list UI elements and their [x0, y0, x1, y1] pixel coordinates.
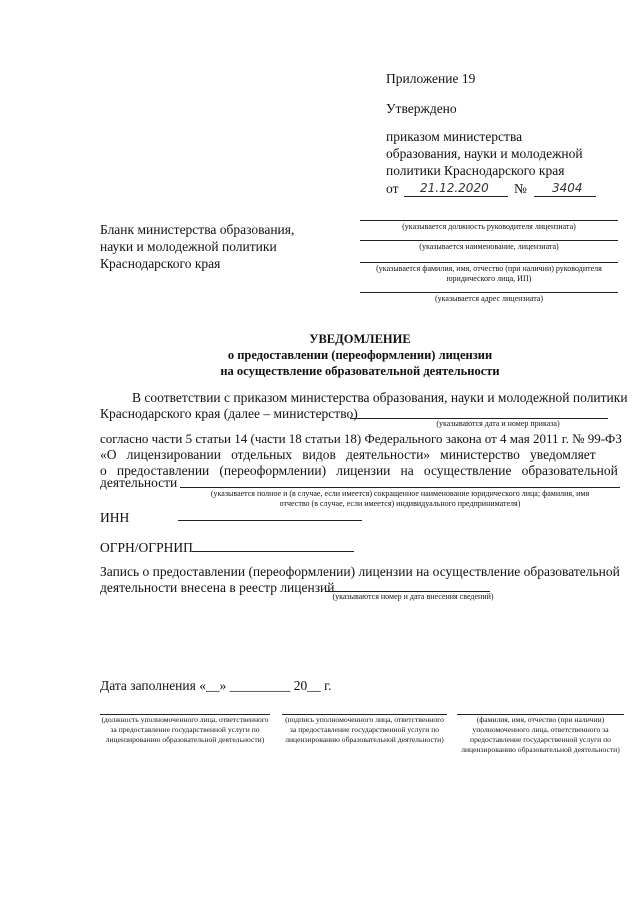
- title-line: на осуществление образовательной деятельности: [220, 364, 500, 378]
- order-line: приказом министерства: [386, 129, 523, 144]
- order-fill-hint: (указываются дата и номер приказа): [436, 419, 560, 428]
- inn-label: ИНН: [100, 510, 130, 525]
- handwritten-number: 3404: [552, 181, 583, 195]
- recipient-address-line: [360, 292, 618, 293]
- ot-label: от: [386, 181, 399, 196]
- handwritten-date: 21.12.2020: [420, 181, 489, 195]
- signature-fullname-hint: (фамилия, имя, отчество (при наличии) уполномоченного лица, ответственного за предоставление государственной услуги по лицензированию образовательной деятельности): [461, 715, 620, 754]
- order-line: образования, науки и молодежной: [386, 146, 583, 161]
- licensee-fill-hint: [180, 489, 620, 509]
- registry-line-1: Запись о предоставлении (переоформлении) лицензии на осуществление образовательной: [100, 564, 620, 579]
- ogrn-label: ОГРН/ОГРНИП: [100, 540, 193, 555]
- order-line: политики Краснодарского края: [386, 163, 565, 178]
- licensee-fill-line: [180, 487, 620, 488]
- title-line: о предоставлении (переоформлении) лицензии: [227, 348, 493, 362]
- document-title: [100, 331, 620, 379]
- body-line-3: согласно части 5 статьи 14 (части 18 статьи 18) Федерального закона от 4 мая 2011 г. № 99-ФЗ: [100, 431, 622, 446]
- recipient-name-hint: (указывается наименование, лицензиата): [419, 242, 559, 251]
- registry-line-2: деятельности внесена в реестр лицензий: [100, 580, 335, 595]
- blank-line: Бланк министерства образования,: [100, 222, 295, 237]
- hint-line: юридического лица, ИП): [446, 274, 532, 283]
- appendix-number: Приложение 19: [386, 71, 476, 86]
- signature-signature-hint: (подпись уполномоченного лица, ответственного за предоставление государственной услуги по лицензированию образовательной деятельности): [285, 715, 444, 744]
- ogrn-fill-line: [192, 551, 354, 552]
- inn-fill-line: [178, 520, 362, 521]
- body-line-4: «О лицензировании отдельных видов деятельности» министерство уведомляет: [100, 447, 596, 462]
- recipient-name-line: [360, 240, 618, 241]
- recipient-head-hint: [360, 264, 618, 284]
- approved-label: Утверждено: [386, 101, 457, 116]
- hint-line: (указывается полное и (в случае, если имеется) сокращенное наименование юридического лица; фамилия, имя: [210, 489, 590, 498]
- body-line-6: деятельности: [100, 475, 178, 490]
- body-line-5: о предоставлении (переоформлении) лицензии на осуществление образовательной: [100, 463, 618, 478]
- hint-line: (указывается фамилия, имя, отчество (при наличии) руководителя: [376, 264, 602, 273]
- recipient-position-line: [360, 220, 618, 221]
- fill-date: Дата заполнения «__» _________ 20__ г.: [100, 678, 332, 693]
- blank-line: Краснодарского края: [100, 256, 221, 271]
- recipient-address-hint: (указывается адрес лицензиата): [434, 294, 543, 303]
- signature-position-hint: (должность уполномоченного лица, ответственного за предоставление государственной услуги по лицензированию образовательной деятельности): [101, 715, 269, 744]
- number-sign: №: [514, 181, 527, 196]
- title-line: УВЕДОМЛЕНИЕ: [309, 332, 411, 346]
- recipient-head-line: [360, 262, 618, 263]
- recipient-position-hint: (указывается должность руководителя лицензиата): [402, 222, 576, 231]
- body-line-1: В соответствии с приказом министерства образования, науки и молодежной политики: [132, 390, 628, 405]
- order-reference: [386, 128, 583, 179]
- order-date-row: [386, 180, 626, 200]
- blank-line: науки и молодежной политики: [100, 239, 277, 254]
- registry-fill-hint: (указываются номер и дата внесения сведений): [332, 592, 494, 601]
- hint-line: отчество (в случае, если имеется) индивидуального предпринимателя): [279, 499, 521, 508]
- body-line-2: Краснодарского края (далее – министерство): [100, 406, 358, 421]
- ministry-blank-label: [100, 221, 294, 272]
